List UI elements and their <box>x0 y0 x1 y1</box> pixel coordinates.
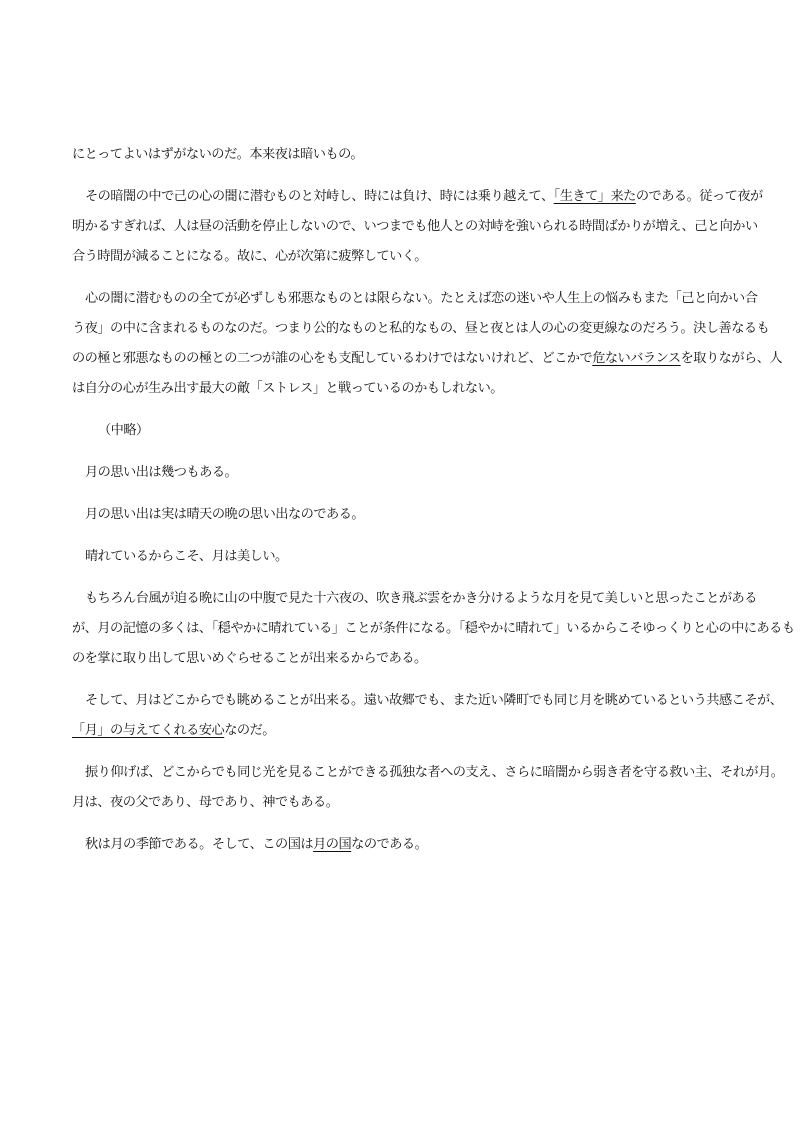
text-line <box>72 344 783 374</box>
text-line <box>72 458 732 488</box>
text-segment: （中略） <box>98 423 149 438</box>
paragraph <box>72 182 763 272</box>
text-line <box>72 314 770 344</box>
document-page <box>72 140 795 872</box>
text-segment: 明かるすぎれば、人は昼の活動を停止しないので、いつまでも他人との対峙を強いられる時間ばかりが増え、己と向かい <box>72 219 758 234</box>
text-line <box>72 416 732 446</box>
text-segment: その暗闇の中で己の心の闇に潜むものと対峙し、時には負け、時には乗り越えて、 <box>85 189 554 204</box>
text-line <box>72 284 758 314</box>
text-segment: 月の思い出は実は晴天の晩の思い出なのである。 <box>85 507 365 522</box>
text-line <box>72 500 732 530</box>
text-line <box>72 242 732 272</box>
text-segment: なのである。 <box>351 837 428 852</box>
text-segment: を取りながら、人 <box>680 351 783 366</box>
text-line <box>72 758 784 788</box>
text-segment: 合う時間が減ることになる。故に、心が次第に疲弊していく。 <box>72 249 427 264</box>
text-segment: は自分の心が生み出す最大の敵「ストレス」と戦っているのかもしれない。 <box>72 381 503 396</box>
text-segment: そして、月はどこからでも眺めることが出来る。遠い故郷でも、また近い隣町でも同じ月を眺めているという共感こそが、 <box>85 693 783 708</box>
underlined-phrase: 「生きて」来た <box>553 189 636 204</box>
paragraph <box>72 500 732 530</box>
text-line <box>72 644 732 674</box>
underlined-phrase: 月の国 <box>313 837 352 852</box>
text-line <box>72 830 732 860</box>
text-segment: 心の闇に潜むものの全てが必ずしも邪悪なものとは限らない。たとえば恋の迷いや人生上の悩みもまた「己と向かい合 <box>85 291 758 306</box>
paragraph <box>72 140 732 170</box>
paragraph <box>72 416 732 446</box>
text-segment: う夜」の中に含まれるものなのだ。つまり公的なものと私的なもの、昼と夜とは人の心の変更線なのだろう。決し善なるも <box>72 321 770 336</box>
text-line <box>72 140 732 170</box>
paragraph <box>72 542 732 572</box>
paragraph <box>72 758 784 818</box>
text-segment: 月の思い出は幾つもある。 <box>85 465 238 480</box>
text-segment: のである。従って夜が <box>635 189 763 204</box>
paragraph <box>72 458 732 488</box>
text-line <box>72 212 758 242</box>
text-segment: もちろん台風が迫る晩に山の中腹で見た十六夜の、吹き飛ぶ雲をかき分けるような月を見て美しいと思ったことがある <box>85 591 757 606</box>
text-line <box>72 716 732 746</box>
text-segment: 月は、夜の父であり、母であり、神でもある。 <box>72 795 339 810</box>
text-segment: なのだ。 <box>224 723 275 738</box>
text-line <box>72 584 757 614</box>
text-segment: 振り仰げば、どこからでも同じ光を見ることができる孤独な者への支え、さらに暗闇から弱き者を守る救い主、それが月。 <box>85 765 784 780</box>
text-segment: にとってよいはずがないのだ。本来夜は暗いもの。 <box>72 147 364 162</box>
text-segment: のを掌に取り出して思いめぐらせることが出来るからである。 <box>72 651 427 666</box>
text-segment: のの極と邪悪なものの極との二つが誰の心をも支配しているわけではないけれど、どこかで <box>72 351 593 366</box>
text-line <box>72 374 732 404</box>
paragraph <box>72 584 795 674</box>
text-segment: 晴れているからこそ、月は美しい。 <box>85 549 288 564</box>
text-line <box>72 614 795 644</box>
paragraph <box>72 830 732 860</box>
underlined-phrase: 「月」の与えてくれる安心 <box>72 723 225 738</box>
text-line <box>72 788 732 818</box>
text-segment: 秋は月の季節である。そして、この国は <box>85 837 314 852</box>
text-line <box>72 542 732 572</box>
text-segment: が、月の記憶の多くは、「穏やかに晴れている」ことが条件になる。「穏やかに晴れて」いるからこそゆっくりと心の中にあるも <box>72 621 795 636</box>
text-line <box>72 686 783 716</box>
paragraph <box>72 284 783 404</box>
underlined-phrase: 危ないバランス <box>592 351 681 366</box>
paragraph <box>72 686 783 746</box>
text-line <box>72 182 763 212</box>
